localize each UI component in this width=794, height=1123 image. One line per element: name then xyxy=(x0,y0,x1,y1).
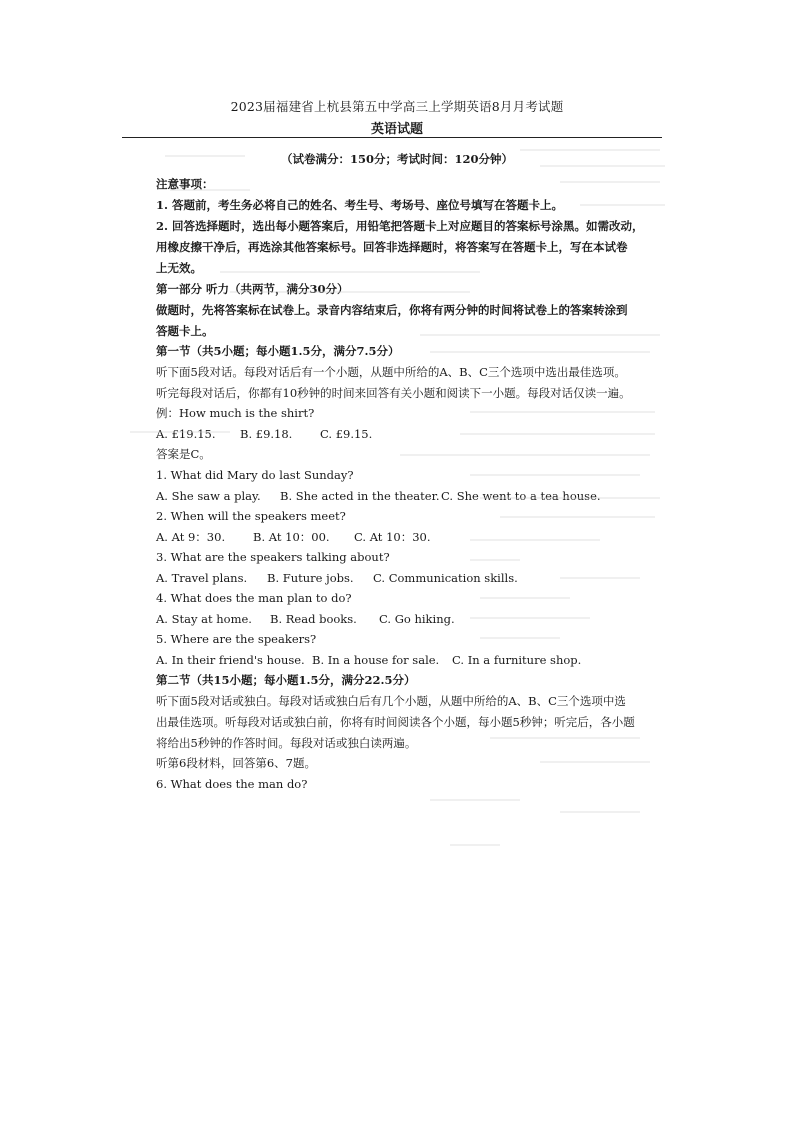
q1-option-c: C. She went to a tea house. xyxy=(441,489,601,503)
example-option-c: C. £9.15. xyxy=(320,427,373,441)
notes-heading: 注意事项： xyxy=(156,177,214,191)
part1-instr-line-1: 做题时，先将答案标在试卷上。录音内容结束后，你将有两分钟的时间将试卷上的答案转涂到 xyxy=(156,303,628,317)
subject-title: 英语试题 xyxy=(370,122,423,137)
section1-heading: 第一节（共5小题；每小题1.5分，满分7.5分） xyxy=(156,344,400,358)
notes-item-1: 1. 答题前，考生务必将自己的姓名、考生号、考场号、座位号填写在答题卡上。 xyxy=(156,198,564,212)
question-4: 4. What does the man plan to do? xyxy=(156,591,352,605)
example-option-a: A. £19.15. xyxy=(156,427,216,441)
section2-instr-line-3: 将给出5秒钟的作答时间。每段对话或独白读两遍。 xyxy=(156,736,417,750)
question-5: 5. Where are the speakers? xyxy=(156,632,317,646)
title-divider xyxy=(122,137,662,138)
exam-info: （试卷满分：150分；考试时间：120分钟） xyxy=(280,152,513,166)
notes-item-2-line-1: 2. 回答选择题时，选出每小题答案后，用铅笔把答题卡上对应题目的答案标号涂黑。如需改动， xyxy=(156,219,644,233)
notes-item-2-line-2: 用橡皮擦干净后，再选涂其他答案标号。回答非选择题时，将答案写在答题卡上，写在本试卷 xyxy=(156,240,628,254)
q3-option-c: C. Communication skills. xyxy=(373,571,518,585)
q2-option-c: C. At 10：30. xyxy=(354,530,431,544)
question-3: 3. What are the speakers talking about? xyxy=(156,550,390,564)
part1-instr-line-2: 答题卡上。 xyxy=(156,324,214,338)
example-question: 例：How much is the shirt? xyxy=(156,406,315,420)
section2-instr-line-1: 听下面5段对话或独白。每段对话或独白后有几个小题，从题中所给的A、B、C三个选项中选 xyxy=(156,694,626,708)
example-answer: 答案是C。 xyxy=(156,447,211,461)
q3-option-b: B. Future jobs. xyxy=(267,571,354,585)
q2-option-a: A. At 9：30. xyxy=(156,530,226,544)
example-option-b: B. £9.18. xyxy=(240,427,293,441)
q5-option-a: A. In their friend's house. xyxy=(156,653,305,667)
question-1: 1. What did Mary do last Sunday? xyxy=(156,468,354,482)
section2-heading: 第二节（共15小题；每小题1.5分，满分22.5分） xyxy=(156,673,416,687)
q4-option-a: A. Stay at home. xyxy=(156,612,252,626)
question-2: 2. When will the speakers meet? xyxy=(156,509,346,523)
section1-instr-line-2: 听完每段对话后，你都有10秒钟的时间来回答有关小题和阅读下一小题。每段对话仅读一遍。 xyxy=(156,386,631,400)
q5-option-c: C. In a furniture shop. xyxy=(452,653,582,667)
question-6: 6. What does the man do? xyxy=(156,777,308,791)
q1-option-b: B. She acted in the theater. xyxy=(280,489,440,503)
notes-item-2-line-3: 上无效。 xyxy=(156,261,202,275)
q2-option-b: B. At 10：00. xyxy=(253,530,330,544)
part1-heading: 第一部分 听力（共两节，满分30分） xyxy=(156,282,349,296)
q1-option-a: A. She saw a play. xyxy=(156,489,261,503)
section1-instr-line-1: 听下面5段对话。每段对话后有一个小题，从题中所给的A、B、C三个选项中选出最佳选项。 xyxy=(156,365,626,379)
document-title: 2023届福建省上杭县第五中学高三上学期英语8月月考试题 xyxy=(230,99,564,114)
q4-option-c: C. Go hiking. xyxy=(379,612,455,626)
section2-instr-line-2: 出最佳选项。听每段对话或独白前，你将有时间阅读各个小题，每小题5秒钟；听完后，各小题 xyxy=(156,715,635,729)
q4-option-b: B. Read books. xyxy=(270,612,357,626)
q3-option-a: A. Travel plans. xyxy=(156,571,248,585)
material-6-heading: 听第6段材料，回答第6、7题。 xyxy=(156,756,316,770)
q5-option-b: B. In a house for sale. xyxy=(312,653,440,667)
